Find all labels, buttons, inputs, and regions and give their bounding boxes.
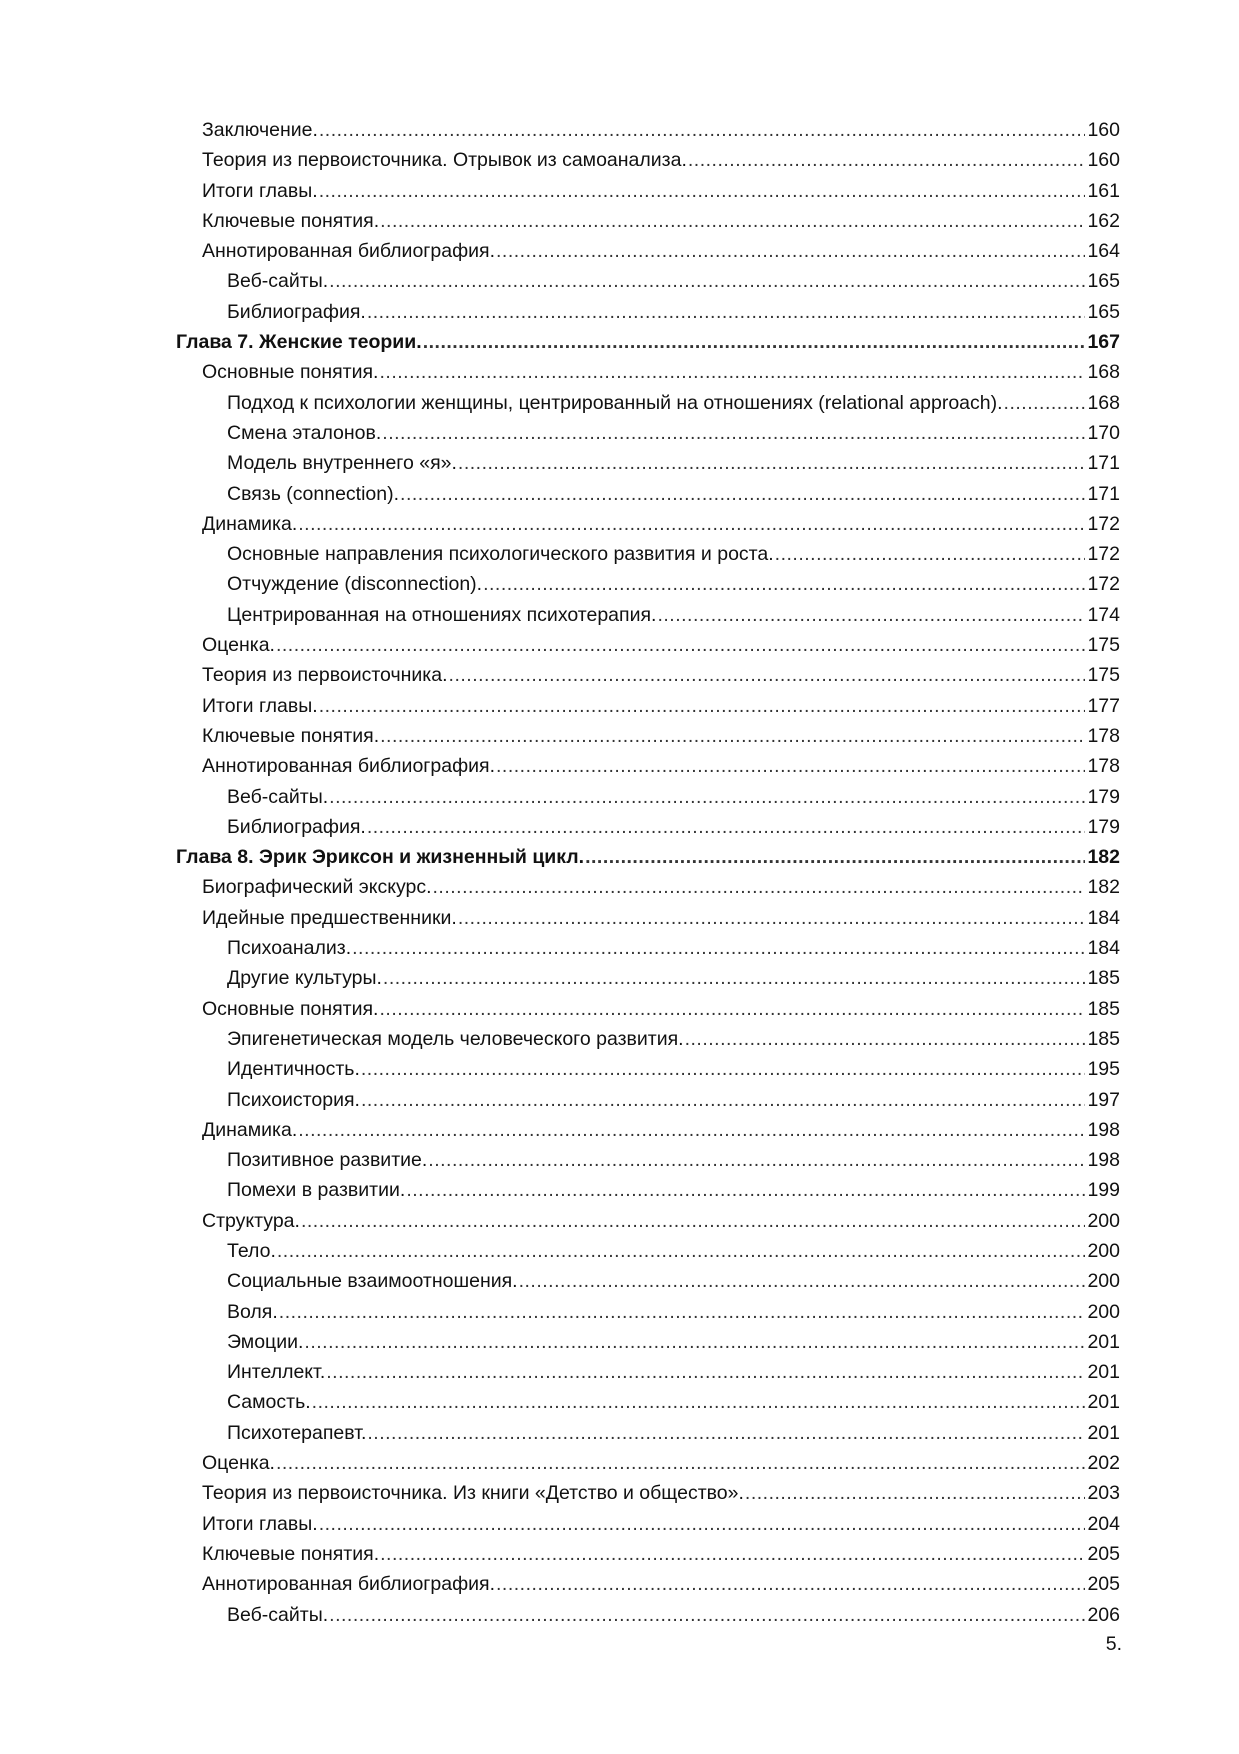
- toc-entry[interactable]: [176, 751, 1120, 781]
- dot-leader: [319, 176, 1086, 206]
- toc-entry-page: 165: [1087, 300, 1120, 323]
- toc-entry-title: Самость.: [227, 1391, 311, 1414]
- toc-entry-page: 174: [1087, 603, 1120, 626]
- dot-leader: [319, 691, 1086, 721]
- dot-leader: [519, 1266, 1086, 1296]
- toc-entry-title: Глава 7. Женские теории.: [176, 331, 422, 354]
- toc-entry-title: Аннотированная библиография.: [202, 1573, 496, 1596]
- toc-entry-title: Теория из первоисточника. Отрывок из самоанализа.: [202, 149, 687, 172]
- toc-entry[interactable]: [176, 1357, 1120, 1387]
- toc-entry[interactable]: [176, 1206, 1120, 1236]
- toc-entry[interactable]: [176, 569, 1120, 599]
- toc-entry-title: Библиография.: [227, 815, 366, 838]
- toc-entry[interactable]: [176, 236, 1120, 266]
- toc-entry-title: Эпигенетическая модель человеческого развития.: [227, 1027, 684, 1050]
- toc-entry[interactable]: [176, 1024, 1120, 1054]
- toc-entry[interactable]: [176, 994, 1120, 1024]
- toc-entry[interactable]: [176, 660, 1120, 690]
- toc-entry-page: 185: [1087, 1027, 1120, 1050]
- toc-entry-page: 178: [1087, 724, 1120, 747]
- toc-entry-title: Отчуждение (disconnection).: [227, 573, 483, 596]
- dot-leader: [657, 600, 1085, 630]
- toc-entry-page: 179: [1087, 785, 1120, 808]
- toc-entry[interactable]: [176, 1266, 1120, 1296]
- toc-entry-page: 160: [1087, 149, 1120, 172]
- toc-entry-title: Центрированная на отношениях психотерапия.: [227, 603, 657, 626]
- toc-entry-title: Тело.: [227, 1239, 276, 1262]
- toc-entry[interactable]: [176, 903, 1120, 933]
- toc-entry-title: Ключевые понятия.: [202, 209, 380, 232]
- toc-entry-title: Основные понятия.: [202, 997, 379, 1020]
- toc-entry-title: Основные направления психологического развития и роста.: [227, 543, 774, 566]
- toc-entry[interactable]: [176, 1297, 1120, 1327]
- toc-entry[interactable]: [176, 782, 1120, 812]
- toc-entry-page: 205: [1087, 1542, 1120, 1565]
- toc-entry-title: Другие культуры.: [227, 967, 382, 990]
- dot-leader: [298, 1115, 1085, 1145]
- toc-entry[interactable]: [176, 1115, 1120, 1145]
- dot-leader: [276, 1448, 1085, 1478]
- toc-entry[interactable]: [176, 933, 1120, 963]
- dot-leader: [685, 1024, 1086, 1054]
- toc-entry-page: 167: [1087, 331, 1120, 354]
- toc-entry-title: Связь (connection).: [227, 482, 400, 505]
- toc-entry[interactable]: [176, 206, 1120, 236]
- toc-entry-page: 185: [1087, 997, 1120, 1020]
- toc-entry-title: Глава 8. Эрик Эриксон и жизненный цикл.: [176, 846, 585, 869]
- dot-leader: [775, 539, 1086, 569]
- dot-leader: [380, 206, 1085, 236]
- toc-entry[interactable]: [176, 357, 1120, 387]
- toc-entry[interactable]: [176, 1448, 1120, 1478]
- toc-entry-title: Итоги главы.: [202, 1512, 318, 1535]
- toc-entry-page: 165: [1087, 270, 1120, 293]
- toc-entry-title: Динамика.: [202, 512, 298, 535]
- dot-leader: [367, 1418, 1085, 1448]
- dot-leader: [458, 448, 1086, 478]
- toc-entry[interactable]: [176, 266, 1120, 296]
- dot-leader: [400, 479, 1085, 509]
- toc-entry-page: 201: [1087, 1330, 1120, 1353]
- toc-entry-title: Помехи в развитии.: [227, 1179, 406, 1202]
- toc-entry[interactable]: [176, 1509, 1120, 1539]
- dot-leader: [304, 1327, 1085, 1357]
- toc-entry-page: 198: [1087, 1149, 1120, 1172]
- dot-leader: [379, 357, 1085, 387]
- toc-entry-title: Оценка.: [202, 1452, 275, 1475]
- toc-entry[interactable]: [176, 418, 1120, 448]
- toc-entry-title: Биографический экскурс.: [202, 876, 432, 899]
- toc-entry[interactable]: [176, 600, 1120, 630]
- toc-entry-page: 177: [1087, 694, 1120, 717]
- toc-entry[interactable]: [176, 1085, 1120, 1115]
- dot-leader: [428, 1145, 1085, 1175]
- dot-leader: [380, 1539, 1085, 1569]
- toc-entry-page: 168: [1087, 361, 1120, 384]
- toc-entry-page: 200: [1087, 1209, 1120, 1232]
- toc-entry-page: 204: [1087, 1512, 1120, 1535]
- dot-leader: [483, 569, 1085, 599]
- toc-entry-page: 168: [1087, 391, 1120, 414]
- toc-entry-title: Психоанализ.: [227, 937, 352, 960]
- toc-entry[interactable]: [176, 1054, 1120, 1084]
- dot-leader: [319, 1509, 1086, 1539]
- dot-leader: [329, 266, 1085, 296]
- dot-leader: [298, 509, 1085, 539]
- toc-entry-page: 202: [1087, 1452, 1120, 1475]
- toc-entry-page: 200: [1087, 1270, 1120, 1293]
- toc-entry-page: 172: [1087, 512, 1120, 535]
- dot-leader: [496, 236, 1085, 266]
- dot-leader: [329, 782, 1085, 812]
- toc-chapter-entry[interactable]: [176, 327, 1120, 357]
- dot-leader: [745, 1478, 1086, 1508]
- toc-entry[interactable]: [176, 145, 1120, 175]
- toc-entry[interactable]: [176, 115, 1120, 145]
- toc-entry[interactable]: [176, 630, 1120, 660]
- toc-entry-page: 198: [1087, 1118, 1120, 1141]
- dot-leader: [1004, 388, 1086, 418]
- toc-entry-page: 185: [1087, 967, 1120, 990]
- toc-entry[interactable]: [176, 388, 1120, 418]
- toc-entry-title: Эмоции.: [227, 1330, 304, 1353]
- toc-entry[interactable]: [176, 812, 1120, 842]
- toc-entry[interactable]: [176, 721, 1120, 751]
- toc-entry-page: 201: [1087, 1391, 1120, 1414]
- toc-entry-page: 184: [1087, 937, 1120, 960]
- toc-entry[interactable]: [176, 539, 1120, 569]
- table-of-contents: [176, 115, 1120, 1630]
- toc-entry-page: 205: [1087, 1573, 1120, 1596]
- toc-entry[interactable]: [176, 1327, 1120, 1357]
- toc-entry[interactable]: [176, 479, 1120, 509]
- dot-leader: [383, 963, 1086, 993]
- toc-entry-page: 160: [1087, 119, 1120, 141]
- toc-entry-title: Итоги главы.: [202, 179, 318, 202]
- toc-entry-page: 171: [1087, 482, 1120, 505]
- toc-entry-title: Идейные предшественники.: [202, 906, 457, 929]
- toc-entry-page: 161: [1087, 179, 1120, 202]
- dot-leader: [367, 297, 1086, 327]
- toc-entry-title: Воля.: [227, 1300, 278, 1323]
- toc-entry[interactable]: [176, 1175, 1120, 1205]
- toc-entry-title: Оценка.: [202, 634, 275, 657]
- toc-entry[interactable]: [176, 1539, 1120, 1569]
- dot-leader: [585, 842, 1085, 872]
- toc-entry[interactable]: [176, 1387, 1120, 1417]
- dot-leader: [433, 872, 1086, 902]
- toc-entry-page: 200: [1087, 1300, 1120, 1323]
- toc-entry-title: Структура.: [202, 1209, 300, 1232]
- toc-entry[interactable]: [176, 691, 1120, 721]
- dot-leader: [279, 1297, 1086, 1327]
- toc-entry-title: Социальные взаимоотношения.: [227, 1270, 518, 1293]
- toc-entry-title: Веб-сайты.: [227, 1603, 329, 1626]
- toc-entry-page: 172: [1087, 573, 1120, 596]
- toc-entry-page: 206: [1087, 1603, 1120, 1626]
- toc-entry-title: Психоистория.: [227, 1088, 360, 1111]
- dot-leader: [458, 903, 1086, 933]
- toc-entry-page: 195: [1087, 1058, 1120, 1081]
- toc-entry-page: 201: [1087, 1421, 1120, 1444]
- toc-entry-page: 171: [1087, 452, 1120, 475]
- toc-entry-title: Заключение.: [202, 119, 318, 141]
- dot-leader: [301, 1206, 1086, 1236]
- toc-entry-page: 170: [1087, 421, 1120, 444]
- toc-entry-page: 200: [1087, 1239, 1120, 1262]
- dot-leader: [277, 1236, 1086, 1266]
- dot-leader: [423, 327, 1086, 357]
- toc-entry-page: 178: [1087, 755, 1120, 778]
- toc-entry-page: 164: [1087, 240, 1120, 263]
- toc-entry-page: 182: [1087, 876, 1120, 899]
- dot-leader: [379, 994, 1085, 1024]
- dot-leader: [361, 1054, 1086, 1084]
- toc-entry[interactable]: [176, 1569, 1120, 1599]
- toc-entry-title: Веб-сайты.: [227, 785, 329, 808]
- toc-entry-title: Позитивное развитие.: [227, 1149, 428, 1172]
- toc-entry[interactable]: [176, 448, 1120, 478]
- dot-leader: [352, 933, 1085, 963]
- toc-entry-title: Аннотированная библиография.: [202, 755, 496, 778]
- dot-leader: [496, 1569, 1085, 1599]
- toc-entry-title: Теория из первоисточника. Из книги «Детство и общество».: [202, 1482, 744, 1505]
- toc-entry-title: Смена эталонов.: [227, 421, 382, 444]
- toc-entry[interactable]: [176, 297, 1120, 327]
- toc-entry-page: 199: [1087, 1179, 1120, 1202]
- toc-entry-title: Модель внутреннего «я».: [227, 452, 457, 475]
- toc-chapter-entry[interactable]: [176, 842, 1120, 872]
- toc-entry-page: 172: [1087, 543, 1120, 566]
- dot-leader: [380, 721, 1085, 751]
- dot-leader: [326, 1357, 1085, 1387]
- toc-entry-page: 182: [1087, 846, 1120, 869]
- toc-entry-title: Основные понятия.: [202, 361, 379, 384]
- dot-leader: [329, 1600, 1085, 1630]
- toc-entry-page: 184: [1087, 906, 1120, 929]
- toc-entry[interactable]: [176, 176, 1120, 206]
- toc-entry-page: 175: [1087, 634, 1120, 657]
- toc-entry[interactable]: [176, 1236, 1120, 1266]
- toc-entry-title: Идентичность.: [227, 1058, 360, 1081]
- toc-entry-page: 179: [1087, 815, 1120, 838]
- dot-leader: [319, 115, 1086, 145]
- toc-entry-title: Веб-сайты.: [227, 270, 329, 293]
- page-number: 5.: [1105, 1633, 1122, 1655]
- toc-entry[interactable]: [176, 872, 1120, 902]
- toc-entry-page: 203: [1087, 1482, 1120, 1505]
- dot-leader: [496, 751, 1085, 781]
- dot-leader: [449, 660, 1086, 690]
- dot-leader: [688, 145, 1086, 175]
- toc-entry-page: 197: [1087, 1088, 1120, 1111]
- toc-entry[interactable]: [176, 963, 1120, 993]
- dot-leader: [361, 1085, 1086, 1115]
- toc-entry[interactable]: [176, 1145, 1120, 1175]
- toc-entry-title: Ключевые понятия.: [202, 724, 380, 747]
- dot-leader: [367, 812, 1086, 842]
- toc-entry-title: Ключевые понятия.: [202, 1542, 380, 1565]
- toc-entry-page: 162: [1087, 209, 1120, 232]
- toc-entry-page: 175: [1087, 664, 1120, 687]
- toc-entry-page: 201: [1087, 1361, 1120, 1384]
- dot-leader: [406, 1175, 1085, 1205]
- toc-entry-title: Библиография.: [227, 300, 366, 323]
- toc-entry[interactable]: [176, 1478, 1120, 1508]
- toc-entry[interactable]: [176, 1600, 1120, 1630]
- dot-leader: [382, 418, 1085, 448]
- toc-entry-title: Теория из первоисточника.: [202, 664, 448, 687]
- dot-leader: [312, 1387, 1086, 1417]
- toc-entry[interactable]: [176, 509, 1120, 539]
- toc-entry-title: Итоги главы.: [202, 694, 318, 717]
- toc-entry-title: Подход к психологии женщины, центрированный на отношениях (relational approach).: [227, 391, 1003, 414]
- toc-entry-title: Аннотированная библиография.: [202, 240, 496, 263]
- toc-entry-title: Динамика.: [202, 1118, 298, 1141]
- dot-leader: [276, 630, 1085, 660]
- toc-entry-title: Психотерапевт.: [227, 1421, 367, 1444]
- toc-entry[interactable]: [176, 1418, 1120, 1448]
- toc-entry-title: Интеллект.: [227, 1361, 326, 1384]
